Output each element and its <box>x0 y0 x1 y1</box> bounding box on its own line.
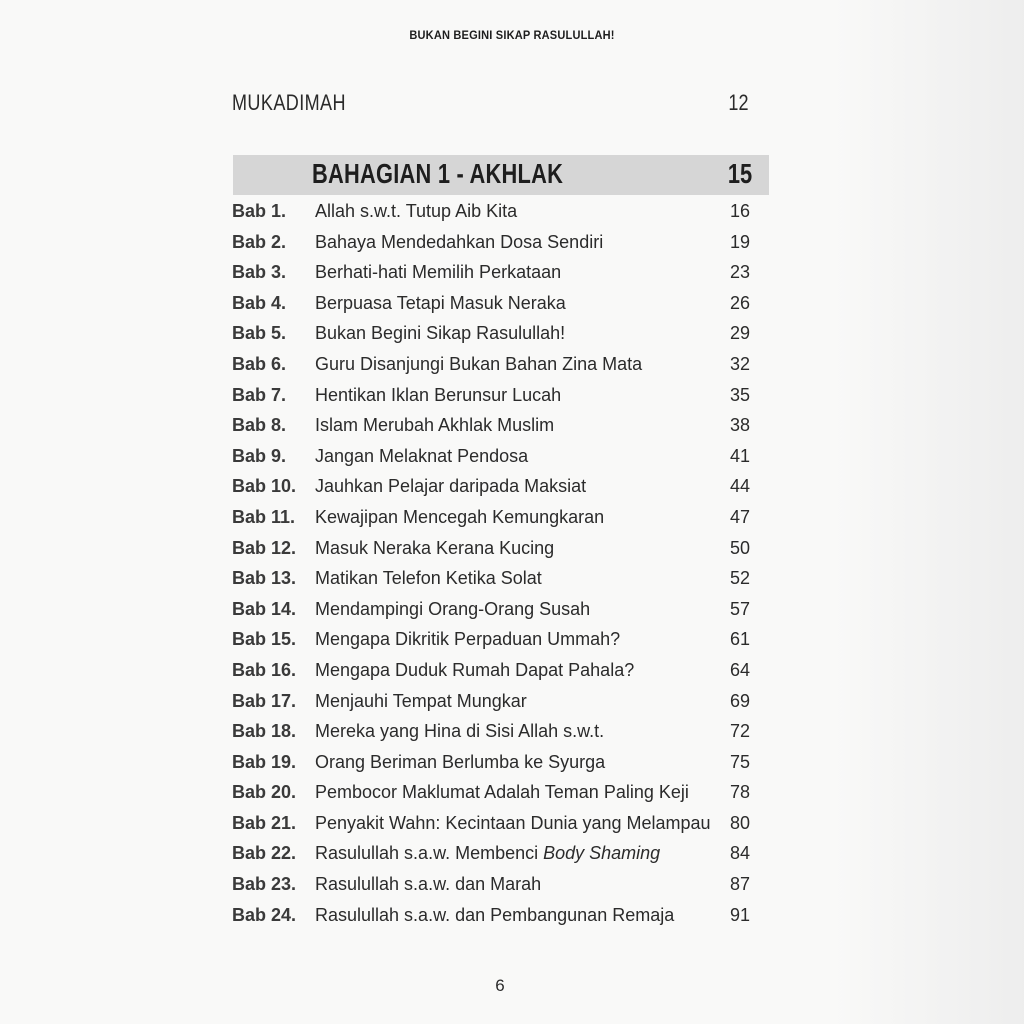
chapter-number: Bab 17. <box>232 690 297 711</box>
toc-row <box>232 657 752 688</box>
chapter-title: Bahaya Mendedahkan Dosa Sendiri <box>315 231 604 252</box>
chapter-title: Berhati-hati Memilih Perkataan <box>315 262 562 283</box>
chapter-page: 57 <box>729 598 750 619</box>
mukadimah-page: 12 <box>727 90 748 115</box>
toc-row <box>232 810 752 841</box>
chapter-title: Menjauhi Tempat Mungkar <box>315 690 527 711</box>
chapter-title: Hentikan Iklan Berunsur Lucah <box>315 384 562 405</box>
chapter-page: 41 <box>729 445 750 466</box>
chapter-page: 87 <box>729 874 750 895</box>
toc-row <box>232 504 752 535</box>
chapter-number: Bab 5. <box>232 323 287 344</box>
chapter-page: 26 <box>729 292 750 313</box>
chapter-number: Bab 19. <box>232 751 297 772</box>
chapter-page: 47 <box>729 506 750 527</box>
toc-row <box>232 688 752 719</box>
chapter-number: Bab 13. <box>232 568 297 589</box>
chapter-page: 50 <box>729 537 750 558</box>
chapter-title: Mereka yang Hina di Sisi Allah s.w.t. <box>315 721 605 742</box>
chapter-title: Rasulullah s.a.w. dan Pembangunan Remaja <box>315 904 675 925</box>
toc-row <box>232 871 752 902</box>
chapter-page: 69 <box>729 690 750 711</box>
toc-row <box>232 229 752 260</box>
toc-row <box>232 473 752 504</box>
chapter-page: 80 <box>729 812 750 833</box>
chapter-number: Bab 20. <box>232 782 297 803</box>
chapter-number: Bab 6. <box>232 353 287 374</box>
chapter-title: Guru Disanjungi Bukan Bahan Zina Mata <box>315 353 643 374</box>
chapter-number: Bab 18. <box>232 721 297 742</box>
toc-row <box>232 718 752 749</box>
chapter-page: 32 <box>729 353 750 374</box>
chapter-title: Pembocor Maklumat Adalah Teman Paling Keji <box>315 782 689 803</box>
toc-row <box>232 535 752 566</box>
chapter-number: Bab 8. <box>232 415 287 436</box>
chapter-number: Bab 23. <box>232 874 297 895</box>
toc-row <box>232 596 752 627</box>
chapter-page: 35 <box>729 384 750 405</box>
chapter-number: Bab 1. <box>232 201 287 221</box>
toc-list <box>232 198 752 932</box>
toc-row <box>232 382 752 413</box>
page-edge-shade <box>834 0 1024 1024</box>
chapter-title: Jauhkan Pelajar daripada Maksiat <box>315 476 587 497</box>
toc-row <box>232 259 752 290</box>
chapter-number: Bab 7. <box>232 384 287 405</box>
toc-row <box>232 290 752 321</box>
chapter-number: Bab 16. <box>232 659 297 680</box>
chapter-page: 16 <box>729 201 750 221</box>
chapter-page: 23 <box>729 262 750 283</box>
toc-row <box>232 565 752 596</box>
toc-row <box>232 320 752 351</box>
chapter-page: 84 <box>729 843 750 864</box>
chapter-number: Bab 10. <box>232 476 297 497</box>
chapter-page: 29 <box>729 323 750 344</box>
toc-row <box>232 351 752 382</box>
chapter-page: 52 <box>729 568 750 589</box>
chapter-title: Penyakit Wahn: Kecintaan Dunia yang Melampau <box>315 812 711 833</box>
chapter-title: Jangan Melaknat Pendosa <box>315 445 529 466</box>
chapter-page: 44 <box>729 476 750 497</box>
chapter-page: 91 <box>729 904 750 925</box>
chapter-page: 72 <box>729 721 750 742</box>
chapter-number: Bab 9. <box>232 445 287 466</box>
chapter-page: 64 <box>729 659 750 680</box>
chapter-number: Bab 24. <box>232 904 297 925</box>
running-head: BUKAN BEGINI SIKAP RASULULLAH! <box>409 28 615 42</box>
chapter-title: Berpuasa Tetapi Masuk Neraka <box>315 292 566 313</box>
chapter-page: 38 <box>729 415 750 436</box>
chapter-number: Bab 22. <box>232 843 297 864</box>
toc-row <box>232 902 752 933</box>
toc-row <box>232 626 752 657</box>
chapter-number: Bab 15. <box>232 629 297 650</box>
chapter-title: Bukan Begini Sikap Rasulullah! <box>315 323 566 344</box>
chapter-page: 61 <box>729 629 750 650</box>
toc-row <box>232 198 752 229</box>
chapter-title-plain: Rasulullah s.a.w. Membenci <box>315 843 544 864</box>
chapter-page: 78 <box>729 782 750 803</box>
chapter-title: Matikan Telefon Ketika Solat <box>315 568 542 589</box>
chapter-title: Mengapa Dikritik Perpaduan Ummah? <box>315 629 621 650</box>
chapter-title: Orang Beriman Berlumba ke Syurga <box>315 751 606 772</box>
chapter-number: Bab 3. <box>232 262 287 283</box>
chapter-title: Allah s.w.t. Tutup Aib Kita <box>315 201 518 221</box>
chapter-title: Rasulullah s.a.w. dan Marah <box>315 874 542 895</box>
chapter-title-italic: Body Shaming <box>543 843 661 864</box>
chapter-number: Bab 14. <box>232 598 297 619</box>
chapter-number: Bab 12. <box>232 537 297 558</box>
chapter-title <box>315 840 660 866</box>
chapter-title: Masuk Neraka Kerana Kucing <box>315 537 555 558</box>
chapter-title: Kewajipan Mencegah Kemungkaran <box>315 506 605 527</box>
chapter-number: Bab 2. <box>232 231 287 252</box>
chapter-page: 19 <box>729 231 750 252</box>
chapter-number: Bab 11. <box>232 506 296 527</box>
chapter-number: Bab 4. <box>232 292 287 313</box>
toc-row <box>232 412 752 443</box>
mukadimah-label: MUKADIMAH <box>232 90 346 115</box>
chapter-title: Islam Merubah Akhlak Muslim <box>315 415 555 436</box>
chapter-title: Mengapa Duduk Rumah Dapat Pahala? <box>315 659 635 680</box>
section-page: 15 <box>727 158 752 189</box>
toc-row <box>232 443 752 474</box>
section-title: BAHAGIAN 1 - AKHLAK <box>312 158 564 189</box>
toc-row <box>232 749 752 780</box>
chapter-page: 75 <box>729 751 750 772</box>
chapter-number: Bab 21. <box>232 812 297 833</box>
toc-row <box>232 840 752 871</box>
chapter-title: Mendampingi Orang-Orang Susah <box>315 598 591 619</box>
toc-row <box>232 779 752 810</box>
mukadimah-entry <box>232 90 752 120</box>
page-number: 6 <box>495 976 505 995</box>
